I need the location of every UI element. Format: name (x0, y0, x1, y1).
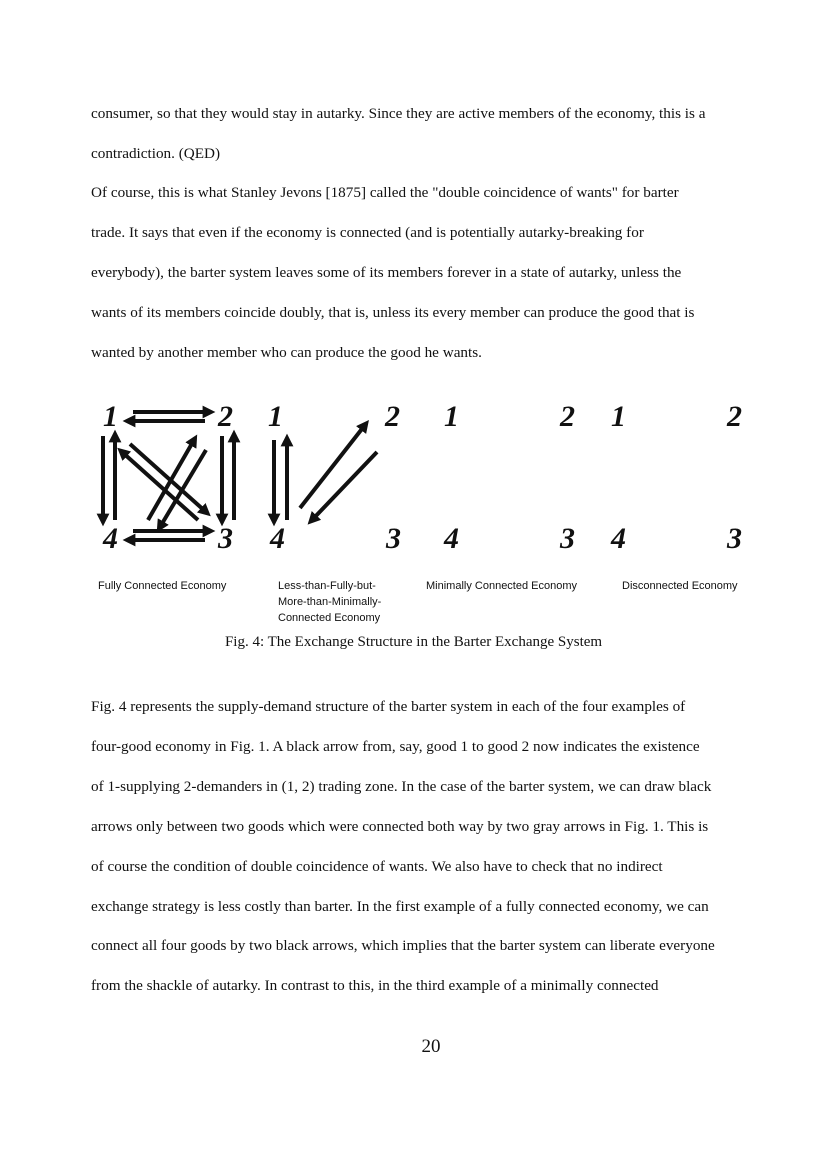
text-line: consumer, so that they would stay in autarky. Since they are active members of the economy, this is a (91, 105, 706, 122)
panel-caption: Fully Connected Economy (98, 580, 227, 592)
page-number: 20 (421, 1036, 441, 1057)
good-label-3: 3 (218, 522, 233, 555)
text-line: wants of its members coincide doubly, that is, unless its every member can produce the good that is (91, 304, 695, 321)
good-label-3: 3 (386, 522, 401, 555)
good-label-3: 3 (727, 522, 742, 555)
good-label-2: 2 (727, 400, 742, 433)
arrow-4-to-2 (300, 425, 365, 508)
text-line: wanted by another member who can produce the good he wants. (91, 344, 482, 361)
text-line: Of course, this is what Stanley Jevons [1875] called the "double coincidence of wants" for barter (91, 184, 679, 201)
text-line: from the shackle of autarky. In contrast to this, in the third example of a minimally connected (91, 977, 659, 994)
good-label-2: 2 (560, 400, 575, 433)
text-line: arrows only between two goods which were connected both way by two gray arrows in Fig. 1. This is (91, 818, 709, 835)
good-label-4: 4 (611, 522, 626, 555)
good-label-4: 4 (103, 522, 118, 555)
text-line: contradiction. (QED) (91, 145, 221, 162)
figure-title: Fig. 4: The Exchange Structure in the Barter Exchange System (224, 634, 603, 650)
panel-caption: Minimally Connected Economy (426, 580, 578, 592)
arrow-2-to-4 (312, 452, 377, 520)
text-line: connect all four goods by two black arrows, which implies that the barter system can liberate everyone (91, 937, 715, 954)
good-label-4: 4 (444, 522, 459, 555)
text-line: exchange strategy is less costly than barter. In the first example of a fully connected economy, we can (91, 898, 709, 915)
panel-caption: Disconnected Economy (622, 580, 738, 592)
good-label-2: 2 (218, 400, 233, 433)
text-line: Fig. 4 represents the supply-demand structure of the barter system in each of the four examples of (91, 698, 686, 715)
text-line: four-good economy in Fig. 1. A black arrow from, say, good 1 to good 2 now indicates the existence (91, 738, 700, 755)
text-line: trade. It says that even if the economy is connected (and is potentially autarky-breaking for (91, 224, 644, 241)
text-line: of course the condition of double coincidence of wants. We also have to check that no indirect (91, 858, 663, 875)
arrow-1-to-3 (130, 444, 206, 512)
text-line: everybody), the barter system leaves some of its members forever in a state of autarky, unless the (91, 264, 682, 281)
text-line: of 1-supplying 2-demanders in (1, 2) trading zone. In the case of the barter system, we can draw black (91, 778, 712, 795)
good-label-1: 1 (611, 400, 626, 433)
good-label-1: 1 (268, 400, 283, 433)
good-label-2: 2 (385, 400, 400, 433)
panel-caption: Less-than-Fully-but- More-than-Minimally- Connected Economy (278, 580, 382, 624)
good-label-1: 1 (103, 400, 118, 433)
good-label-1: 1 (444, 400, 459, 433)
good-label-4: 4 (270, 522, 285, 555)
good-label-3: 3 (560, 522, 575, 555)
